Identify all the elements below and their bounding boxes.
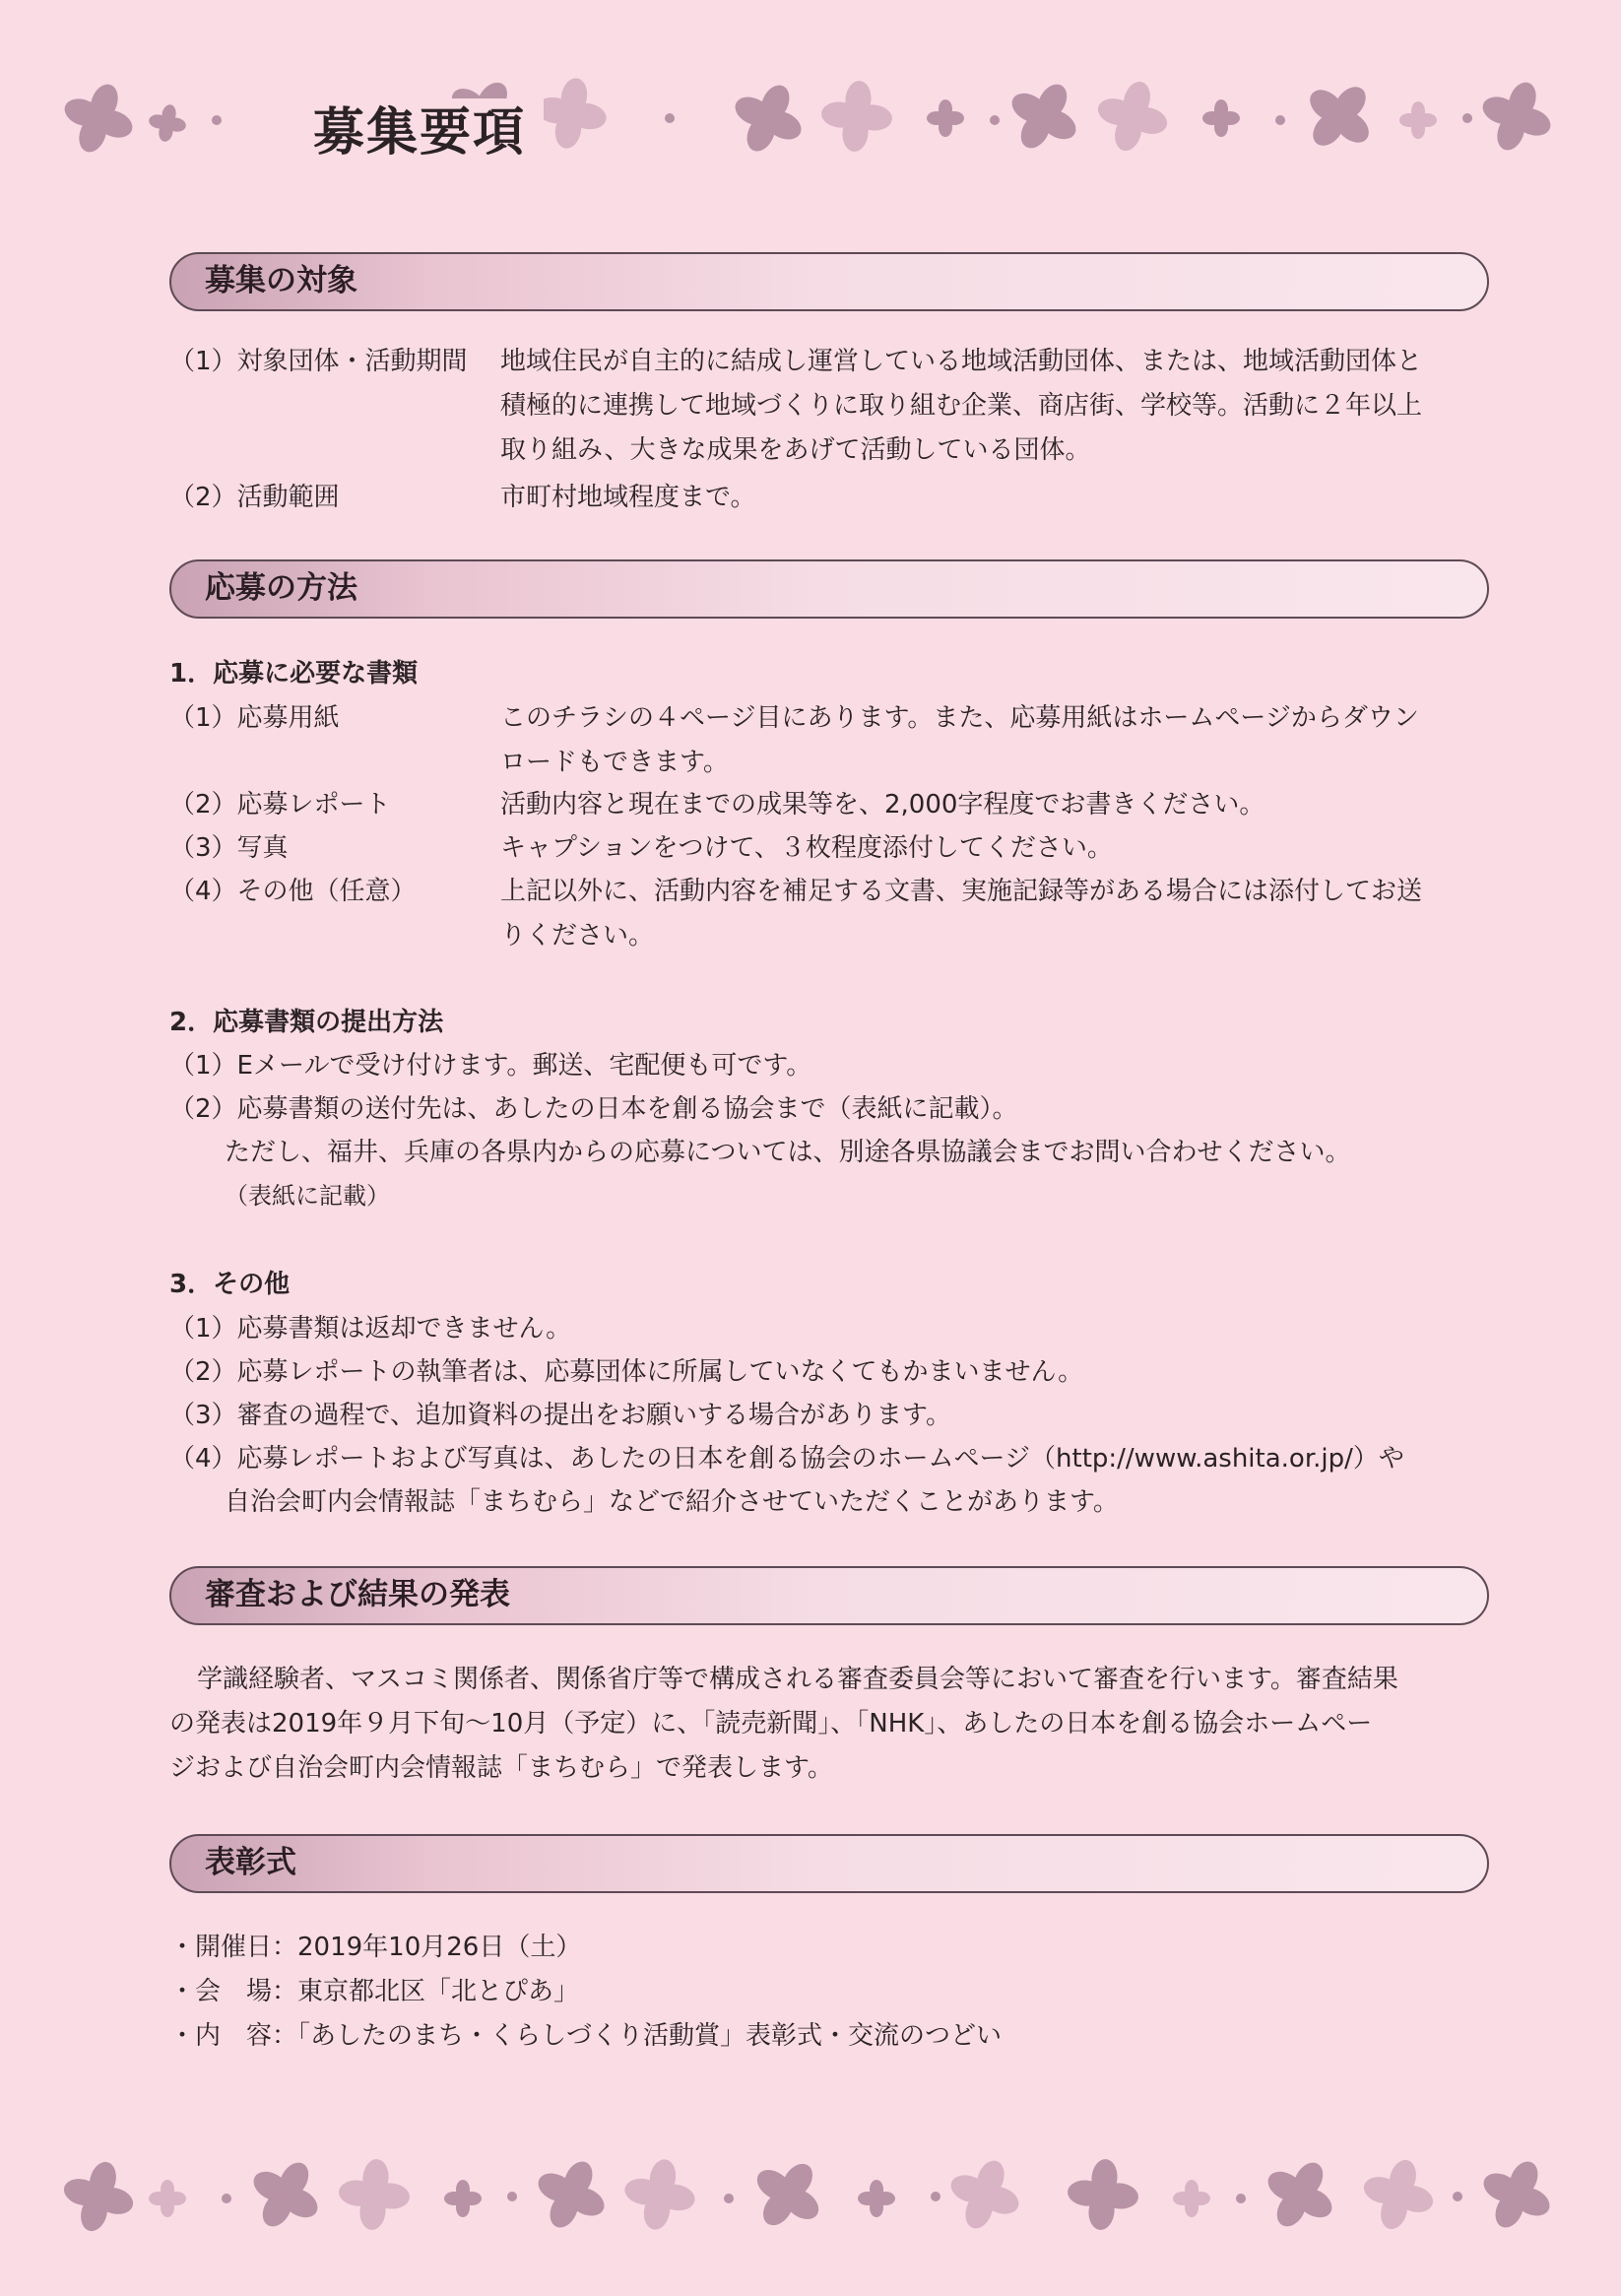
item-label-activity-scope: （2）活動範囲 (169, 483, 340, 512)
section-header-application-method (169, 559, 1489, 619)
section-header-recruitment-target (169, 252, 1489, 311)
item-text-line: りください。 (500, 921, 655, 951)
section-header-award-ceremony (169, 1834, 1489, 1893)
ceremony-venue: ・会 場：東京都北区「北とぴあ」 (169, 1977, 580, 2006)
text-line: （4）応募レポートおよび写真は、あしたの日本を創る協会のホームページ（http://www.ashita.or.jp/）や (169, 1444, 1404, 1474)
text-line: （2）応募レポートの執筆者は、応募団体に所属していなくてもかまいません。 (169, 1357, 1084, 1387)
section-header-label: 応募の方法 (205, 570, 357, 606)
section-header-review-and-results (169, 1566, 1489, 1625)
flower-band-top-decoration (59, 59, 1566, 177)
section-header-label: 審査および結果の発表 (205, 1577, 510, 1612)
subheading-submission-method: 2．応募書類の提出方法 (169, 1008, 444, 1037)
ceremony-date: ・開催日：2019年10月26日（土） (169, 1933, 582, 1962)
item-text-line: このチラシの４ページ目にあります。また、応募用紙はホームページからダウン (500, 703, 1419, 733)
item-label-photos: （3）写真 (169, 833, 289, 863)
item-text-line: 市町村地域程度まで。 (500, 483, 756, 512)
page-title: 募集要項 (295, 98, 544, 167)
item-text-line: 取り組み、大きな成果をあげて活動している団体。 (500, 435, 1091, 465)
text-line: （表紙に記載） (225, 1182, 390, 1210)
text-line: （1）Eメールで受け付けます。郵送、宅配便も可です。 (169, 1051, 812, 1081)
text-line: （3）審査の過程で、追加資料の提出をお願いする場合があります。 (169, 1401, 951, 1430)
subheading-other: 3．その他 (169, 1270, 291, 1299)
item-label-application-form: （1）応募用紙 (169, 703, 340, 733)
item-label-target-group: （1）対象団体・活動期間 (169, 347, 468, 376)
subheading-required-documents: 1．応募に必要な書類 (169, 659, 419, 689)
item-label-application-report: （2）応募レポート (169, 790, 391, 820)
text-line: （2）応募書類の送付先は、あしたの日本を創る協会まで（表紙に記載）。 (169, 1094, 1018, 1124)
text-line: ただし、福井、兵庫の各県内からの応募については、別途各県協議会までお問い合わせください。 (225, 1138, 1351, 1167)
item-text-line: 活動内容と現在までの成果等を、2,000字程度でお書きください。 (500, 790, 1265, 820)
paragraph-line: ジおよび自治会町内会情報誌「まちむら」で発表します。 (169, 1753, 833, 1783)
item-text-line: キャプションをつけて、３枚程度添付してください。 (500, 833, 1113, 863)
text-line: （1）応募書類は返却できません。 (169, 1314, 572, 1344)
flower-band-bottom-decoration (59, 2137, 1566, 2256)
item-text-line: ロードもできます。 (500, 748, 729, 777)
item-label-other-optional: （4）その他（任意） (169, 877, 417, 906)
paragraph-line: の発表は2019年９月下旬～10月（予定）に、「読売新聞」、「NHK」、あしたの日本を創る協会ホームペー (169, 1709, 1373, 1738)
ceremony-content: ・内 容：「あしたのまち・くらしづくり活動賞」表彰式・交流のつどい (169, 2021, 1003, 2051)
item-text-line: 積極的に連携して地域づくりに取り組む企業、商店街、学校等。活動に２年以上 (500, 391, 1423, 421)
item-text-line: 上記以外に、活動内容を補足する文書、実施記録等がある場合には添付してお送 (500, 877, 1423, 906)
section-header-label: 表彰式 (205, 1845, 296, 1880)
text-line: 自治会町内会情報誌「まちむら」などで紹介させていただくことがあります。 (225, 1487, 1119, 1517)
section-header-label: 募集の対象 (205, 263, 357, 298)
paragraph-line: 学識経験者、マスコミ関係者、関係省庁等で構成される審査委員会等において審査を行います。審査結果 (197, 1665, 1398, 1694)
item-text-line: 地域住民が自主的に結成し運営している地域活動団体、または、地域活動団体と (500, 347, 1423, 376)
